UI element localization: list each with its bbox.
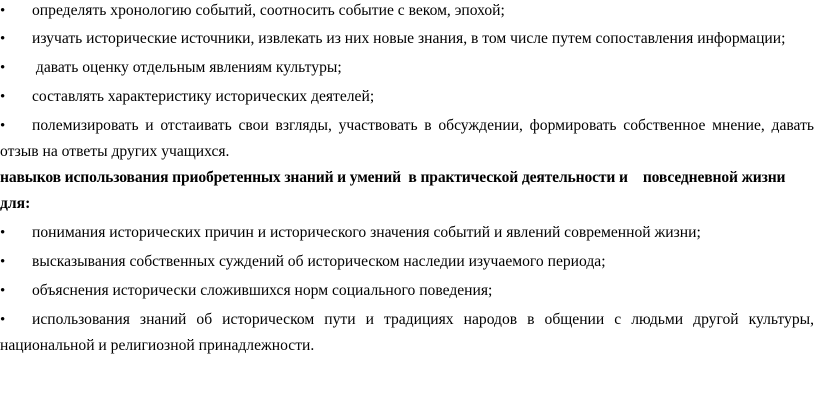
list-item-continuation: национальной и религиозной принадлежности.: [0, 337, 315, 354]
bullet-icon: •: [0, 312, 6, 328]
list-item-text: изучать исторические источники, извлекать из них новые знания, в том числе путем сопоставления информации;: [32, 30, 786, 47]
list-item-text: высказывания собственных суждений об историческом наследии изучаемого периода;: [32, 253, 606, 270]
bullet-icon: •: [0, 254, 6, 270]
section-heading-end: для:: [0, 195, 31, 212]
list-item-text: составлять характеристику исторических деятелей;: [32, 88, 375, 105]
list-item-text: полемизировать и отстаивать свои взгляды, участвовать в обсуждении, формировать собственное мнение, давать: [32, 117, 814, 134]
section-heading: навыков использования приобретенных знаний и умений в практической деятельности и повседневной жизни: [0, 169, 786, 186]
list-item-text: давать оценку отдельным явлениям культуры;: [32, 59, 342, 76]
bullet-icon: •: [0, 89, 6, 105]
list-item-continuation: отзыв на ответы других учащихся.: [0, 143, 230, 160]
list-item-text: понимания исторических причин и исторического значения событий и явлений современной жизни;: [32, 224, 701, 241]
list-item-text: определять хронологию событий, соотносить событие с веком, эпохой;: [32, 2, 505, 19]
bullet-icon: •: [0, 60, 6, 76]
bullet-icon: •: [0, 31, 6, 47]
list-item-text: использования знаний об историческом пути и традициях народов в общении с людьми другой культуры,: [32, 311, 814, 328]
list-item-text: объяснения исторически сложившихся норм социального поведения;: [32, 282, 493, 299]
bullet-icon: •: [0, 225, 6, 241]
bullet-icon: •: [0, 283, 6, 299]
bullet-icon: •: [0, 118, 6, 134]
bullet-icon: •: [0, 3, 6, 19]
